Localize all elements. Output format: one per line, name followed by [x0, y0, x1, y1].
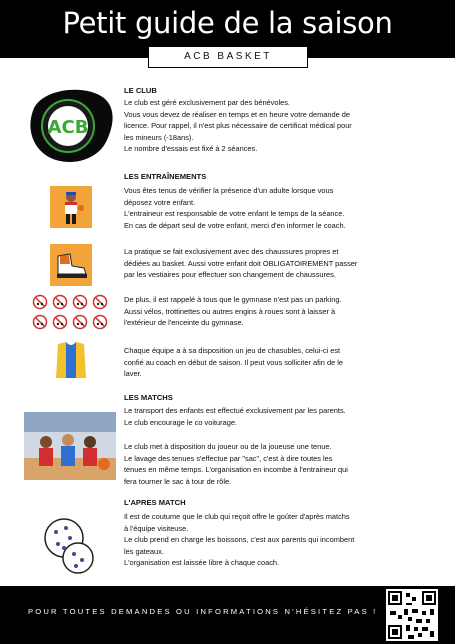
basketball-shoe-icon: [50, 244, 92, 286]
trainings-text-4: Chaque équipe a à sa disposition un jeu de chasubles, celui-ci est confié au coach en début de saison. Il peut vous solliciter afin de le laver.: [124, 346, 343, 379]
matches-text-2: Le club met à disposition du joueur ou de la joueuse une tenue. Le lavage des tenues s'effectue par "sac", c'est à dire toutes les tenues en même temps. L'organisation en incombe à l'entraineur qui fera tourner le sac à tour de rôle.: [124, 442, 348, 486]
trainings-text-1: Vous êtes tenus de vérifier la présence d'un adulte lorsque vous déposez votre enfant. L'entraineur est responsable de votre enfant le temps de la séance. En cas de départ seul de votre enfant, merci d'en informer le coach.: [124, 186, 346, 230]
acb-logo: [26, 86, 114, 166]
section-club-heading: LE CLUB: [124, 86, 157, 95]
trainings-text-2: La pratique se fait exclusivement avec des chaussures propres et dédiées au basket. Aussi votre enfant doit OBLIGATOIREMENT passer par les vestiaires pour effectuer son changement de chaussures.: [124, 247, 358, 280]
section-after-match-heading: L'APRES MATCH: [124, 498, 186, 507]
coach-icon: [50, 186, 92, 228]
section-matches-heading: LES MATCHS: [124, 393, 173, 402]
trainings-text-3: De plus, il est rappelé à tous que le gymnase n'est pas un parking. Aussi vélos, trottinettes ou autres engins à roues sont à laisser à l'extérieur de l'enceinte du gymnase.: [124, 295, 342, 328]
page-title: Petit guide de la saison: [62, 6, 393, 40]
section-trainings-heading: LES ENTRAÎNEMENTS: [124, 172, 207, 181]
logo-text: ACB: [47, 117, 89, 138]
footer-text: POUR TOUTES DEMANDES OU INFORMATIONS N'HÉSITEZ PAS !: [28, 607, 378, 616]
cookies-icon: [40, 514, 100, 576]
matches-text-1: Le transport des enfants est effectué exclusivement par les parents. Le club encourage le co voiturage.: [124, 406, 346, 427]
subtitle-box: ACB BASKET: [148, 46, 308, 68]
no-wheels-icons: [32, 294, 112, 330]
basketball-team-photo: [24, 412, 116, 480]
team-vest-icon: [52, 340, 90, 380]
qr-code[interactable]: [386, 589, 438, 641]
after-match-text: Il est de coutume que le club qui reçoit offre le goûter d'après matchs à l'équipe visiteuse. Le club prend en charge les boissons, c'est aux parents qui incombent les gateaux. L'organisation est laissée libre à chaque coach.: [124, 512, 355, 568]
club-text: Le club est géré exclusivement par des bénévoles. Vous vous devez de réaliser en temps et en heure votre demande de licence. Pour rappel, il n'est plus nécessaire de certificat médical pour les mineurs (-18ans). Le nombre d'essais est fixé à 2 séances.: [124, 98, 352, 154]
